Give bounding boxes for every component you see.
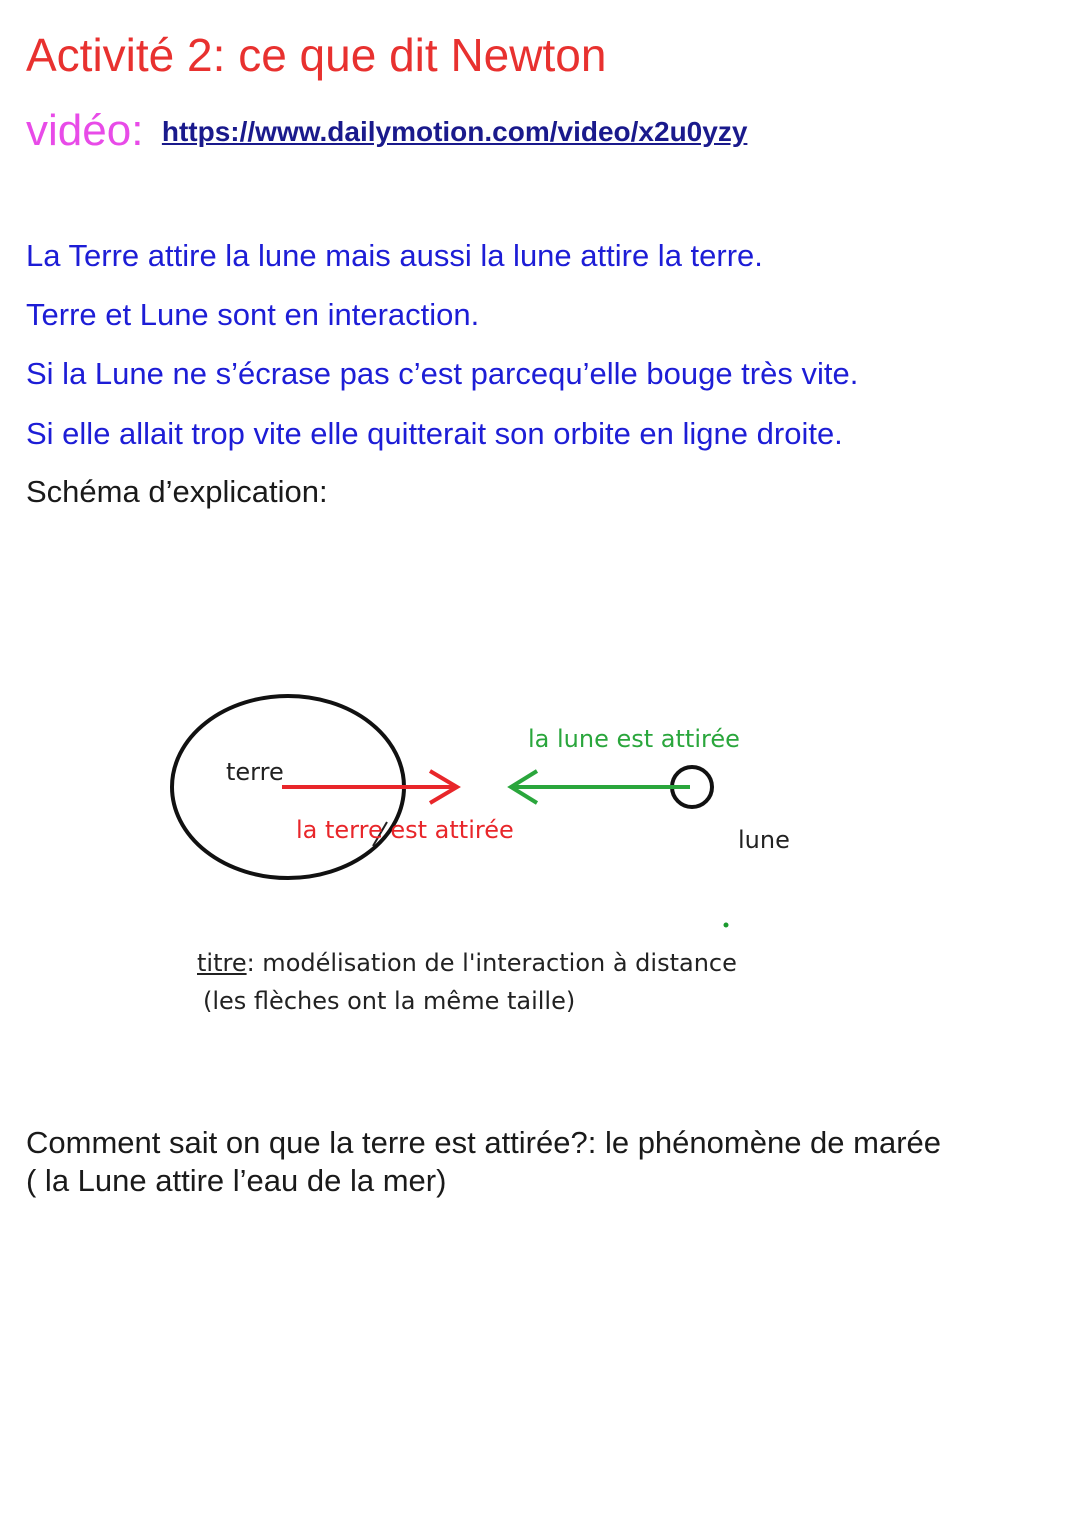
diagram-caption (197, 944, 737, 1020)
moon-attracted-label: la lune est attirée (528, 725, 740, 753)
schema-heading: Schéma d’explication: (26, 474, 328, 509)
text-line-1: La Terre attire la lune mais aussi la lune attire la terre. (26, 238, 763, 273)
text-line-4: Si elle allait trop vite elle quitterait son orbite en ligne droite. (26, 416, 843, 451)
question-block (26, 1124, 941, 1200)
caption-text: : modélisation de l'interaction à distance (246, 949, 737, 977)
video-link[interactable]: https://www.dailymotion.com/video/x2u0yzy (161, 116, 748, 147)
question-line-2: ( la Lune attire l’eau de la mer) (26, 1163, 447, 1198)
dot (724, 923, 729, 928)
caption-note: (les flèches ont la même taille) (203, 987, 576, 1015)
moon-label: lune (738, 826, 790, 854)
text-line-3: Si la Lune ne s’écrase pas c’est parcequ’elle bouge très vite. (26, 356, 859, 391)
earth-label: terre (226, 758, 284, 786)
caption-prefix: titre (197, 949, 247, 977)
page-title: Activité 2: ce que dit Newton (26, 29, 607, 81)
earth-attracted-label: la terre est attirée (296, 816, 514, 844)
text-line-2: Terre et Lune sont en interaction. (26, 297, 480, 332)
video-label: vidéo: (26, 106, 144, 155)
question-line-1: Comment sait on que la terre est attirée?: le phénomène de marée (26, 1125, 942, 1160)
